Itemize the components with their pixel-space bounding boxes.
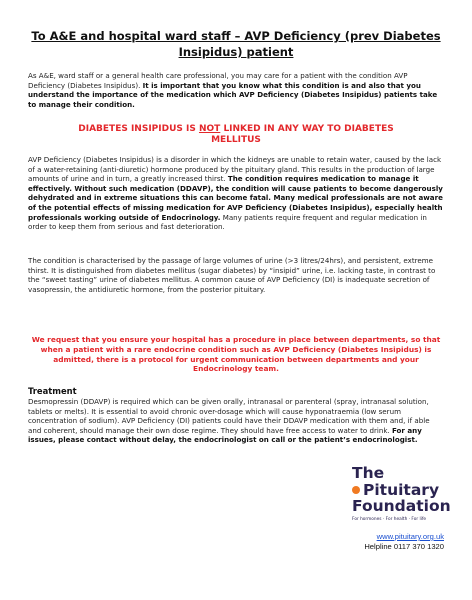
pituitary-foundation-logo bbox=[352, 465, 462, 522]
intro-text: As A&E, ward staff or a general health care professional, you may care for a patient with the condition AVP Deficiency (Diabetes Insipidus). bbox=[28, 71, 408, 90]
request-paragraph: We request that you ensure your hospital has a procedure in place between departments, so that when a patient with a rare endocrine condition such as AVP Deficiency (Diabetes Insipidus) is admitted, there is a protocol for urgent communication between departments and your Endocrinology team. bbox=[31, 335, 441, 374]
intro-paragraph bbox=[28, 71, 444, 109]
logo-line-the: The bbox=[352, 464, 385, 482]
logo-dot-icon bbox=[352, 486, 360, 494]
intro-bold-text: It is important that you know what this condition is and also that you understand the importance of the medication which AVP Deficiency (Diabetes Insipidus) patients take to manage their condition. bbox=[28, 80, 438, 109]
contact-block bbox=[364, 532, 444, 552]
logo-line-pituitary-row bbox=[352, 482, 462, 499]
description-bold-text: The condition requires medication to manage it effectively. Without such medication (DDAVP), the condition will cause patients to become dangerously dehydrated and in extreme situations this can become fatal. Many medical professionals are not aware of the potential effects of missing medication for AVP Deficiency (Diabetes Insipidus), especially health professionals working outside of Endocrinology. bbox=[28, 174, 443, 222]
logo-line-foundation: Foundation bbox=[352, 497, 451, 515]
document-title: To A&E and hospital ward staff – AVP Deficiency (prev Diabetes Insipidus) patient bbox=[31, 29, 441, 59]
description-paragraph bbox=[28, 155, 444, 232]
helpline-text: Helpline 0117 370 1320 bbox=[364, 542, 444, 551]
warning-heading-before: DIABETES INSIPIDUS IS bbox=[78, 124, 199, 134]
treatment-bold-text: For any issues, please contact without delay, the endocrinologist on call or the patient’s endocrinologist. bbox=[28, 425, 422, 445]
warning-heading-not: NOT bbox=[198, 124, 221, 134]
warning-heading bbox=[60, 124, 412, 146]
description-after-text: Many patients require frequent and regular medication in order to keep them from serious and fast deterioration. bbox=[28, 212, 427, 232]
logo-line-pituitary: Pituitary bbox=[363, 480, 440, 499]
treatment-heading: Treatment bbox=[28, 386, 77, 396]
characteristics-paragraph: The condition is characterised by the passage of large volumes of urine (>3 litres/24hrs), and persistent, extreme thirst. It is distinguished from diabetes mellitus (sugar diabetes) by “insipid” urine, i.e. lacking taste, in contrast to the “sweet tasting” urine of diabetes mellitus. A common cause of AVP Deficiency (DI) is inadequate secretion of vasopressin, the antidiuretic hormone, from the posterior pituitary. bbox=[28, 256, 436, 294]
treatment-paragraph bbox=[28, 397, 444, 445]
website-link[interactable]: www.pituitary.org.uk bbox=[376, 532, 444, 541]
logo-tagline: For hormones · For health · For life bbox=[352, 516, 427, 522]
treatment-text: Desmopressin (DDAVP) is required which can be given orally, intranasal or parenteral (spray, intranasal solution, tablets or melts). It is essential to avoid chronic over-dosage which will cause hyponatraemia (low serum concentration of sodium). AVP Deficiency (DI) patients could have their DDAVP medication with them and, if able and coherent, should manage their own dose regime. They should have free access to water to drink. bbox=[28, 397, 430, 435]
warning-heading-after: LINKED IN ANY WAY TO DIABETES MELLITUS bbox=[211, 124, 394, 145]
description-text: AVP Deficiency (Diabetes Insipidus) is a disorder in which the kidneys are unable to retain water, caused by the lack of a water-retaining (anti-diuretic) hormone produced by the pituitary gland. This results in the production of large amounts of urine and in turn, a greatly increased thirst. bbox=[28, 155, 442, 184]
